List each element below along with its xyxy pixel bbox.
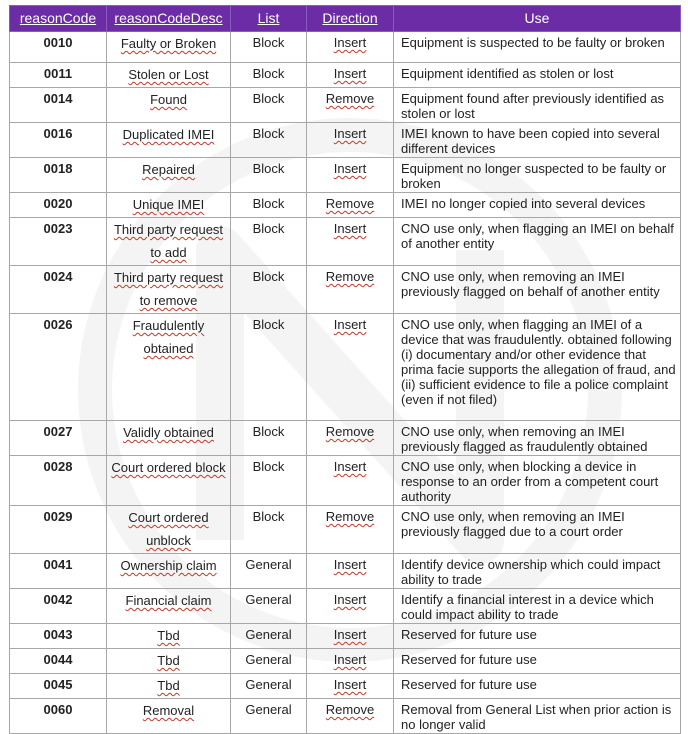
cell-reason-code-desc	[107, 63, 231, 88]
cell-use	[394, 193, 681, 218]
cell-reason-code	[10, 699, 107, 734]
cell-direction-text: Insert	[333, 35, 367, 50]
cell-reason-code-text: 0060	[43, 702, 73, 717]
cell-use	[394, 649, 681, 674]
cell-direction	[307, 456, 394, 506]
cell-reason-code-text: 0044	[43, 652, 73, 667]
header-row	[10, 6, 681, 32]
cell-reason-code-desc-text: Third party request to add	[113, 222, 224, 260]
cell-reason-code-text: 0023	[43, 221, 73, 236]
cell-direction-text: Insert	[333, 221, 367, 236]
cell-use	[394, 554, 681, 589]
cell-list	[231, 624, 307, 649]
cell-reason-code-desc	[107, 314, 231, 421]
cell-list-text: Block	[252, 196, 285, 211]
cell-list	[231, 218, 307, 266]
cell-reason-code-desc	[107, 218, 231, 266]
cell-reason-code-desc-text: Faulty or Broken	[120, 36, 217, 51]
cell-direction	[307, 421, 394, 456]
cell-reason-code-text: 0014	[43, 91, 73, 106]
cell-reason-code-desc-text: Third party request to remove	[113, 270, 224, 308]
cell-direction	[307, 589, 394, 624]
cell-direction-text: Remove	[325, 91, 375, 106]
cell-reason-code-desc	[107, 554, 231, 589]
cell-reason-code-desc	[107, 649, 231, 674]
cell-list	[231, 88, 307, 123]
cell-reason-code-desc	[107, 699, 231, 734]
table-row	[10, 674, 681, 699]
cell-direction-text: Insert	[333, 66, 367, 81]
cell-list-text: Block	[252, 66, 285, 81]
cell-use-text: CNO use only, when blocking a device in response to an order from a competent court authority	[401, 459, 659, 504]
table-header	[10, 6, 681, 32]
cell-list	[231, 193, 307, 218]
cell-list	[231, 649, 307, 674]
cell-reason-code-desc	[107, 123, 231, 158]
cell-use	[394, 158, 681, 193]
cell-use-text: IMEI no longer copied into several devices	[401, 196, 646, 211]
cell-list	[231, 32, 307, 63]
cell-reason-code-desc-text: Unique IMEI	[132, 197, 205, 212]
table-row	[10, 624, 681, 649]
cell-reason-code-desc-text: Tbd	[157, 628, 180, 643]
cell-list-text: General	[245, 677, 292, 692]
table-row	[10, 314, 681, 421]
table-row	[10, 63, 681, 88]
cell-list-text: Block	[252, 126, 285, 141]
cell-list-text: Block	[252, 35, 285, 50]
cell-direction	[307, 32, 394, 63]
cell-use-text: Removal from General List when prior action is no longer valid	[401, 702, 672, 732]
cell-reason-code-desc	[107, 88, 231, 123]
table-body	[10, 32, 681, 734]
cell-list-text: General	[245, 557, 292, 572]
cell-reason-code-desc	[107, 32, 231, 63]
cell-reason-code-desc-text: Ownership claim	[120, 558, 217, 573]
cell-use	[394, 421, 681, 456]
cell-reason-code	[10, 32, 107, 63]
cell-reason-code-desc-text: Repaired	[142, 162, 195, 177]
cell-reason-code	[10, 158, 107, 193]
cell-reason-code	[10, 456, 107, 506]
cell-reason-code-desc	[107, 158, 231, 193]
cell-direction	[307, 123, 394, 158]
cell-reason-code-text: 0029	[43, 509, 73, 524]
cell-use-text: Identify a financial interest in a device which could impact ability to trade	[401, 592, 654, 622]
cell-direction-text: Remove	[325, 702, 375, 717]
cell-use	[394, 32, 681, 63]
cell-direction-text: Insert	[333, 652, 367, 667]
table-row	[10, 193, 681, 218]
cell-reason-code-desc	[107, 674, 231, 699]
cell-list-text: Block	[252, 221, 285, 236]
table-row	[10, 88, 681, 123]
cell-direction	[307, 88, 394, 123]
cell-list-text: General	[245, 702, 292, 717]
cell-direction	[307, 218, 394, 266]
cell-reason-code-text: 0018	[43, 161, 73, 176]
cell-direction	[307, 266, 394, 314]
cell-use	[394, 624, 681, 649]
cell-list-text: Block	[252, 317, 285, 332]
cell-list-text: General	[245, 652, 292, 667]
cell-use-text: Reserved for future use	[401, 627, 537, 642]
cell-direction-text: Insert	[333, 592, 367, 607]
cell-reason-code-text: 0043	[43, 627, 73, 642]
cell-direction	[307, 63, 394, 88]
cell-reason-code-desc-text: Found	[150, 92, 187, 107]
cell-reason-code	[10, 63, 107, 88]
cell-list-text: Block	[252, 424, 285, 439]
cell-use-text: Equipment found after previously identified as stolen or lost	[401, 91, 665, 121]
cell-reason-code-desc-text: Tbd	[157, 678, 180, 693]
cell-reason-code	[10, 421, 107, 456]
reason-code-table	[9, 5, 681, 734]
cell-use-text: Equipment no longer suspected to be faulty or broken	[401, 161, 667, 191]
cell-use-text: Reserved for future use	[401, 677, 537, 692]
cell-reason-code-desc-text: Duplicated IMEI	[122, 127, 215, 142]
table-row	[10, 699, 681, 734]
cell-reason-code-text: 0020	[43, 196, 73, 211]
table-row	[10, 421, 681, 456]
cell-direction-text: Remove	[325, 509, 375, 524]
cell-list	[231, 266, 307, 314]
cell-list	[231, 158, 307, 193]
cell-list-text: Block	[252, 459, 285, 474]
table-row	[10, 158, 681, 193]
cell-direction-text: Insert	[333, 317, 367, 332]
cell-use	[394, 123, 681, 158]
cell-reason-code	[10, 314, 107, 421]
cell-use	[394, 266, 681, 314]
cell-direction-text: Remove	[325, 269, 375, 284]
cell-list	[231, 456, 307, 506]
cell-reason-code-text: 0016	[43, 126, 73, 141]
cell-direction-text: Insert	[333, 677, 367, 692]
cell-use-text: CNO use only, when flagging an IMEI on behalf of another entity	[401, 221, 674, 251]
cell-list-text: Block	[252, 509, 285, 524]
cell-list	[231, 63, 307, 88]
cell-list	[231, 554, 307, 589]
cell-reason-code-text: 0028	[43, 459, 73, 474]
cell-list	[231, 123, 307, 158]
cell-use	[394, 314, 681, 421]
table-row	[10, 456, 681, 506]
header-list: List	[231, 6, 307, 32]
cell-list-text: Block	[252, 161, 285, 176]
cell-reason-code-desc	[107, 266, 231, 314]
cell-reason-code-text: 0011	[43, 66, 73, 81]
cell-use-text: CNO use only, when flagging an IMEI of a device that was fraudulently. obtained following (i) documentary and/or other evidence that prima facie supports the allegation of fraud, and (ii) sufficient evidence to file a police complaint (even if not filed)	[401, 317, 676, 407]
table-row	[10, 218, 681, 266]
cell-direction	[307, 699, 394, 734]
cell-direction	[307, 649, 394, 674]
table-row	[10, 32, 681, 63]
cell-reason-code-desc	[107, 589, 231, 624]
cell-direction	[307, 193, 394, 218]
cell-reason-code-desc-text: Financial claim	[125, 593, 212, 608]
cell-use-text: Equipment is suspected to be faulty or broken	[401, 35, 665, 50]
cell-reason-code-desc	[107, 506, 231, 554]
cell-use-text: Equipment identified as stolen or lost	[401, 66, 614, 81]
cell-reason-code-desc-text: Court ordered block	[111, 460, 226, 475]
header-direction: Direction	[307, 6, 394, 32]
cell-list	[231, 699, 307, 734]
cell-list-text: Block	[252, 91, 285, 106]
cell-use	[394, 589, 681, 624]
cell-use	[394, 88, 681, 123]
cell-direction-text: Insert	[333, 459, 367, 474]
cell-use	[394, 699, 681, 734]
cell-direction	[307, 624, 394, 649]
cell-reason-code-text: 0024	[43, 269, 73, 284]
cell-direction	[307, 554, 394, 589]
cell-reason-code-desc	[107, 624, 231, 649]
cell-reason-code-desc	[107, 421, 231, 456]
cell-reason-code	[10, 266, 107, 314]
cell-direction-text: Remove	[325, 424, 375, 439]
cell-reason-code-desc-text: Stolen or Lost	[128, 67, 209, 82]
table-row	[10, 649, 681, 674]
cell-use-text: CNO use only, when removing an IMEI previously flagged due to a court order	[401, 509, 625, 539]
cell-use	[394, 456, 681, 506]
cell-reason-code-desc	[107, 456, 231, 506]
cell-direction-text: Insert	[333, 161, 367, 176]
cell-list-text: General	[245, 627, 292, 642]
cell-reason-code-desc-text: Validly obtained	[123, 425, 214, 440]
cell-direction	[307, 158, 394, 193]
cell-reason-code-text: 0042	[43, 592, 73, 607]
cell-list-text: General	[245, 592, 292, 607]
cell-reason-code-desc-text: Tbd	[157, 653, 180, 668]
cell-use-text: Reserved for future use	[401, 652, 537, 667]
cell-list	[231, 314, 307, 421]
cell-reason-code	[10, 589, 107, 624]
cell-reason-code-text: 0027	[43, 424, 73, 439]
cell-reason-code-text: 0041	[43, 557, 73, 572]
header-reason-code: reasonCode	[10, 6, 107, 32]
cell-list	[231, 421, 307, 456]
cell-reason-code	[10, 624, 107, 649]
table-row	[10, 589, 681, 624]
cell-reason-code	[10, 506, 107, 554]
cell-reason-code-text: 0026	[43, 317, 73, 332]
cell-direction	[307, 506, 394, 554]
cell-use-text: Identify device ownership which could impact ability to trade	[401, 557, 661, 587]
cell-direction	[307, 314, 394, 421]
cell-direction-text: Remove	[325, 196, 375, 211]
cell-reason-code	[10, 674, 107, 699]
cell-direction	[307, 674, 394, 699]
table-row	[10, 266, 681, 314]
cell-reason-code-desc-text: Court ordered unblock	[128, 510, 209, 548]
cell-reason-code	[10, 193, 107, 218]
cell-reason-code-desc-text: Removal	[142, 703, 195, 718]
cell-reason-code	[10, 649, 107, 674]
cell-use	[394, 218, 681, 266]
cell-use-text: CNO use only, when removing an IMEI previously flagged on behalf of another entity	[401, 269, 660, 299]
cell-reason-code-text: 0045	[43, 677, 73, 692]
cell-direction-text: Insert	[333, 627, 367, 642]
cell-reason-code	[10, 123, 107, 158]
cell-reason-code-desc	[107, 193, 231, 218]
cell-reason-code-text: 0010	[43, 35, 73, 50]
cell-list	[231, 506, 307, 554]
cell-use	[394, 674, 681, 699]
cell-list	[231, 589, 307, 624]
cell-reason-code-desc-text: Fraudulently obtained	[132, 318, 205, 356]
cell-reason-code	[10, 218, 107, 266]
cell-list-text: Block	[252, 269, 285, 284]
table-row	[10, 123, 681, 158]
cell-reason-code	[10, 554, 107, 589]
header-use: Use	[394, 6, 681, 32]
cell-use-text: IMEI known to have been copied into several different devices	[401, 126, 660, 156]
cell-list	[231, 674, 307, 699]
header-reason-code-desc: reasonCodeDesc	[107, 6, 231, 32]
cell-use	[394, 506, 681, 554]
table-row	[10, 554, 681, 589]
cell-use	[394, 63, 681, 88]
cell-reason-code	[10, 88, 107, 123]
cell-direction-text: Insert	[333, 126, 367, 141]
cell-use-text: CNO use only, when removing an IMEI previously flagged as fraudulently obtained	[401, 424, 648, 454]
table-row	[10, 506, 681, 554]
cell-direction-text: Insert	[333, 557, 367, 572]
